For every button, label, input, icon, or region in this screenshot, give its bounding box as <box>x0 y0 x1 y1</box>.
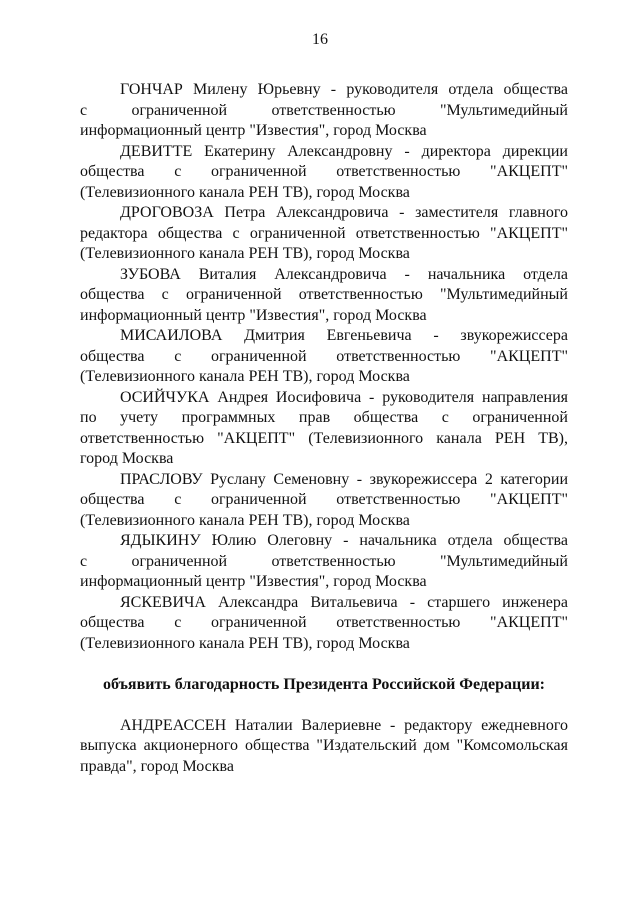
entry-line: ЯСКЕВИЧА Александра Витальевича - старшего инженера <box>120 593 568 611</box>
entry-line: общества с ограниченной ответственностью "АКЦЕПТ" <box>80 614 568 631</box>
entry-line: информационный центр "Известия", город Москва <box>80 306 427 324</box>
section-heading: объявить благодарность Президента Российской Федерации: <box>103 676 545 693</box>
entry-line: ЯДЫКИНУ Юлию Олеговну - начальника отдела общества <box>120 532 568 549</box>
award-entry <box>80 326 568 388</box>
award-entry <box>80 80 568 142</box>
award-entry <box>80 531 568 593</box>
award-entry <box>80 716 568 778</box>
award-entry <box>80 265 568 327</box>
entry-line: ГОНЧАР Милену Юрьевну - руководителя отдела общества <box>120 81 568 98</box>
entry-line: ДЕВИТТЕ Екатерину Александровну - директора дирекции <box>120 142 568 160</box>
entry-line: МИСАИЛОВА Дмитрия Евгеньевича - звукорежиссера <box>120 327 568 344</box>
entry-line: общества с ограниченной ответственностью "АКЦЕПТ" <box>80 163 568 180</box>
award-entry <box>80 470 568 532</box>
document-body <box>80 80 568 777</box>
entry-line: (Телевизионного канала РЕН ТВ), город Москва <box>80 634 410 652</box>
award-entry <box>80 388 568 470</box>
entry-line: (Телевизионного канала РЕН ТВ), город Москва <box>80 245 410 262</box>
entry-line: ответственностью "АКЦЕПТ" (Телевизионного канала РЕН ТВ), <box>80 429 568 447</box>
entry-line: правда", город Москва <box>80 757 234 775</box>
entry-line: выпуска акционерного общества "Издательский дом "Комсомольская <box>80 737 568 754</box>
entry-line: ОСИЙЧУКА Андрея Иосифовича - руководителя направления <box>120 388 568 406</box>
entry-line: общества с ограниченной ответственностью "АКЦЕПТ" <box>80 347 568 365</box>
entry-line: город Москва <box>80 450 174 467</box>
entry-line: (Телевизионного канала РЕН ТВ), город Москва <box>80 511 410 529</box>
page-number: 16 <box>312 31 328 48</box>
entry-line: информационный центр "Известия", город Москва <box>80 573 427 590</box>
entry-line: АНДРЕАССЕН Наталии Валериевне - редактору ежедневного <box>120 716 568 734</box>
entry-line: с ограниченной ответственностью "Мультимедийный <box>80 552 568 570</box>
award-entry <box>80 593 568 655</box>
entry-line: (Телевизионного канала РЕН ТВ), город Москва <box>80 368 410 385</box>
entry-line: с ограниченной ответственностью "Мультимедийный <box>80 101 568 119</box>
entry-line: редактора общества с ограниченной ответственностью "АКЦЕПТ" <box>80 224 568 242</box>
entry-line: ЗУБОВА Виталия Александровича - начальника отдела <box>120 265 568 283</box>
entry-line: информационный центр "Известия", город Москва <box>80 122 427 139</box>
entry-line: ПРАСЛОВУ Руслану Семеновну - звукорежиссера 2 категории <box>120 470 568 488</box>
entry-line: по учету программных прав общества с ограниченной <box>80 409 568 426</box>
entry-line: (Телевизионного канала РЕН ТВ), город Москва <box>80 183 410 201</box>
entry-line: ДРОГОВОЗА Петра Александровича - заместителя главного <box>120 204 568 221</box>
entry-line: общества с ограниченной ответственностью "АКЦЕПТ" <box>80 491 568 508</box>
award-entry <box>80 142 568 204</box>
award-entry <box>80 203 568 265</box>
entry-line: общества с ограниченной ответственностью "Мультимедийный <box>80 286 568 303</box>
